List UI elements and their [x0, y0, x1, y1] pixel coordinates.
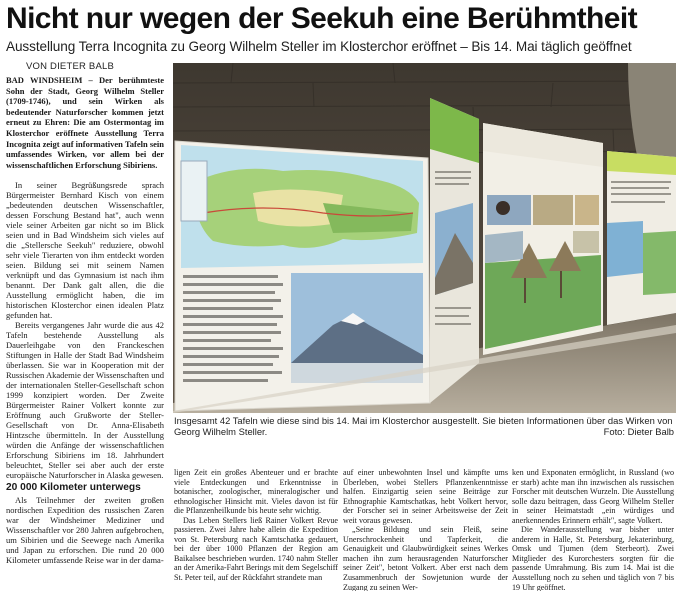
exhibition-photo-svg [173, 63, 676, 413]
subheadline: Ausstellung Terra Incognita zu Georg Wilhelm Steller im Klosterchor eröffnet – Bis 14. Mai täglich geöffnet [6, 39, 632, 54]
dateline: BAD WINDSHEIM – [6, 75, 93, 85]
body-paragraph: ken und Exponaten ermöglicht, in Russland (wo er starb) achte man ihn inzwischen als russischen Forscher mit deutschen Wurzeln. Die Ausstellung solle dazu beitragen, dass Georg Wilhelm Steller in seiner Heimatstadt „ein würdiges und anerkennendes Erinnern erhält", sagte Volkert. [512, 468, 674, 525]
expedition-panel [607, 151, 676, 325]
body-paragraph: Als Teilnehmer der zweiten großen nordischen Expedition des russischen Zaren war der Windsheimer Mediziner und Wissenschaftler vor 280 Jahren aufgebrochen, um Sibirien und die Seewege nach Amerika und Japan zu erforschen. Die rund 20 000 Kilometer umfassende Reise war in der dama- [6, 494, 164, 565]
body-paragraph: ligen Zeit ein großes Abenteuer und er brachte viele Entdeckungen und Erkenntnisse in botanischer, zoologischer, mineralogischer und ethnologischer Hinsicht mit. Vieles davon ist für die Pflanzenheilkunde bis heute sehr wichtig. [174, 468, 338, 516]
subheading: 20 000 Kilometer unterwegs [6, 481, 141, 493]
photo-credit: Foto: Dieter Balb [603, 426, 674, 437]
byline: VON DIETER BALB [26, 61, 114, 72]
article-column-4 [512, 468, 674, 591]
lead-paragraph [6, 75, 164, 170]
body-paragraph: Die Wanderausstellung war bisher unter anderem in Halle, St. Petersburg, Jekaterinburg, Omsk und Tjumen (dem Sterbeort). Zwei Mitglieder des Kurorchesters sorgten für die passende Umrahmung. Bis zum 14. Mai ist die Ausstellung noch zu sehen und täglich von 7 bis 19 Uhr geöffnet. [512, 525, 674, 591]
exhibition-photo [173, 63, 676, 413]
caption-text: Insgesamt 42 Tafeln wie diese sind bis 14. Mai im Klosterchor ausgestellt. Sie bieten Informationen über das Wirken von Georg Wilhelm Steller. [174, 415, 673, 437]
body-paragraph: In seiner Begrüßungsrede sprach Bürgermeister Bernhard Kisch von einem „bedeutenden deutschen Wissenschaftler, dessen Forschung Bestand hat", auch wenn viele seiner Arbeiten gar nicht so im Blick seien und in Bad Windsheim sich vieles auf die „Stellersche Seekuh" reduziere, obwohl sehr viele Tierarten von ihm entdeckt worden seien. Bildung sei mit seinem Namen verknüpft und das Gymnasium ist nach ihm benannt. Der Dank galt allen, die die Ausstellung ermöglicht haben, die im historischen Klosterchor einen idealen Platz gefunden hat. [6, 180, 164, 321]
body-paragraph: „Seine Bildung und sein Fleiß, seine Unerschrockenheit und Tapferkeit, die Genauigkeit und Glaubwürdigkeit seines Werkes machen ihn zum herausragenden Naturforscher seiner Zeit", betont Volkert. Aber erst nach dem Zusammenbruch der Sowjetunion wurde der Zugang zu seinen Wer- [343, 525, 508, 591]
lead-text: Der berühmteste Sohn der Stadt, Georg Wilhelm Steller (1709-1746), und sein Wirken als bedeutender Naturforscher kommen jetzt erneut zu Ehren: Die am Ostermontag im Klosterchor eröffnete Ausstellung Terra Incognita zeigt auf informativen Tafeln sein umfassendes Wirken, vor allem bei der wissenschaftlichen Erforschung Sibiriens. [6, 75, 164, 170]
headline: Nicht nur wegen der Seekuh eine Berühmtheit [6, 2, 637, 35]
ethnography-panel [483, 123, 603, 355]
article-column-1 [6, 75, 164, 591]
map-panel [175, 141, 430, 411]
article-column-3 [343, 468, 508, 591]
body-paragraph: auf einer unbewohnten Insel und kämpfte ums Überleben, wobei Stellers Pflanzenkenntnisse halfen. Einzigartig seien seine Beiträge zur Ethnographie Kamtschatkas, hebt Volkert hervor, der Forscher sei in seiner Arbeitsweise der Zeit weit voraus gewesen. [343, 468, 508, 525]
volcano-panel [430, 98, 479, 403]
body-paragraph: Bereits vergangenes Jahr wurde die aus 42 Tafeln bestehende Ausstellung als Dauerleihgabe von den Franckeschen Stiftungen in Halle der Stadt Bad Windsheim überlassen. Sie war in Kooperation mit der Russischen Akademie der Wissenschaften und der internationalen Steller-Gesellschaft schon 1999 konzipiert worden. Der Zweite Bürgermeister Rainer Volkert konnte zur Eröffnung auch Grußworte der Steller-Gesellschaft von Dr. Anna-Elisabeth Hintzsche übermitteln. In der Ausstellung würden die Anfänge der wissenschaftlichen Erforschung Sibiriens im 18. Jahrhundert beleuchtet, Steller sei aber auch der erste europäische Naturforscher in Alaska gewesen. [6, 320, 164, 480]
article-column-2 [174, 468, 338, 591]
photo-caption [174, 415, 674, 437]
body-paragraph: Das Leben Stellers ließ Rainer Volkert Revue passieren. Zwei Jahre habe allein die Expedition von St. Petersburg nach Kamtschatka gedauert, bei der über 1000 Pflanzen der Region am Baikalsee beschrieben wurden. 1740 nahm Steller an der Amerika-Fahrt Berings mit dem Segelschiff St. Peter teil, auf der Rückfahrt strandete man [174, 515, 338, 583]
